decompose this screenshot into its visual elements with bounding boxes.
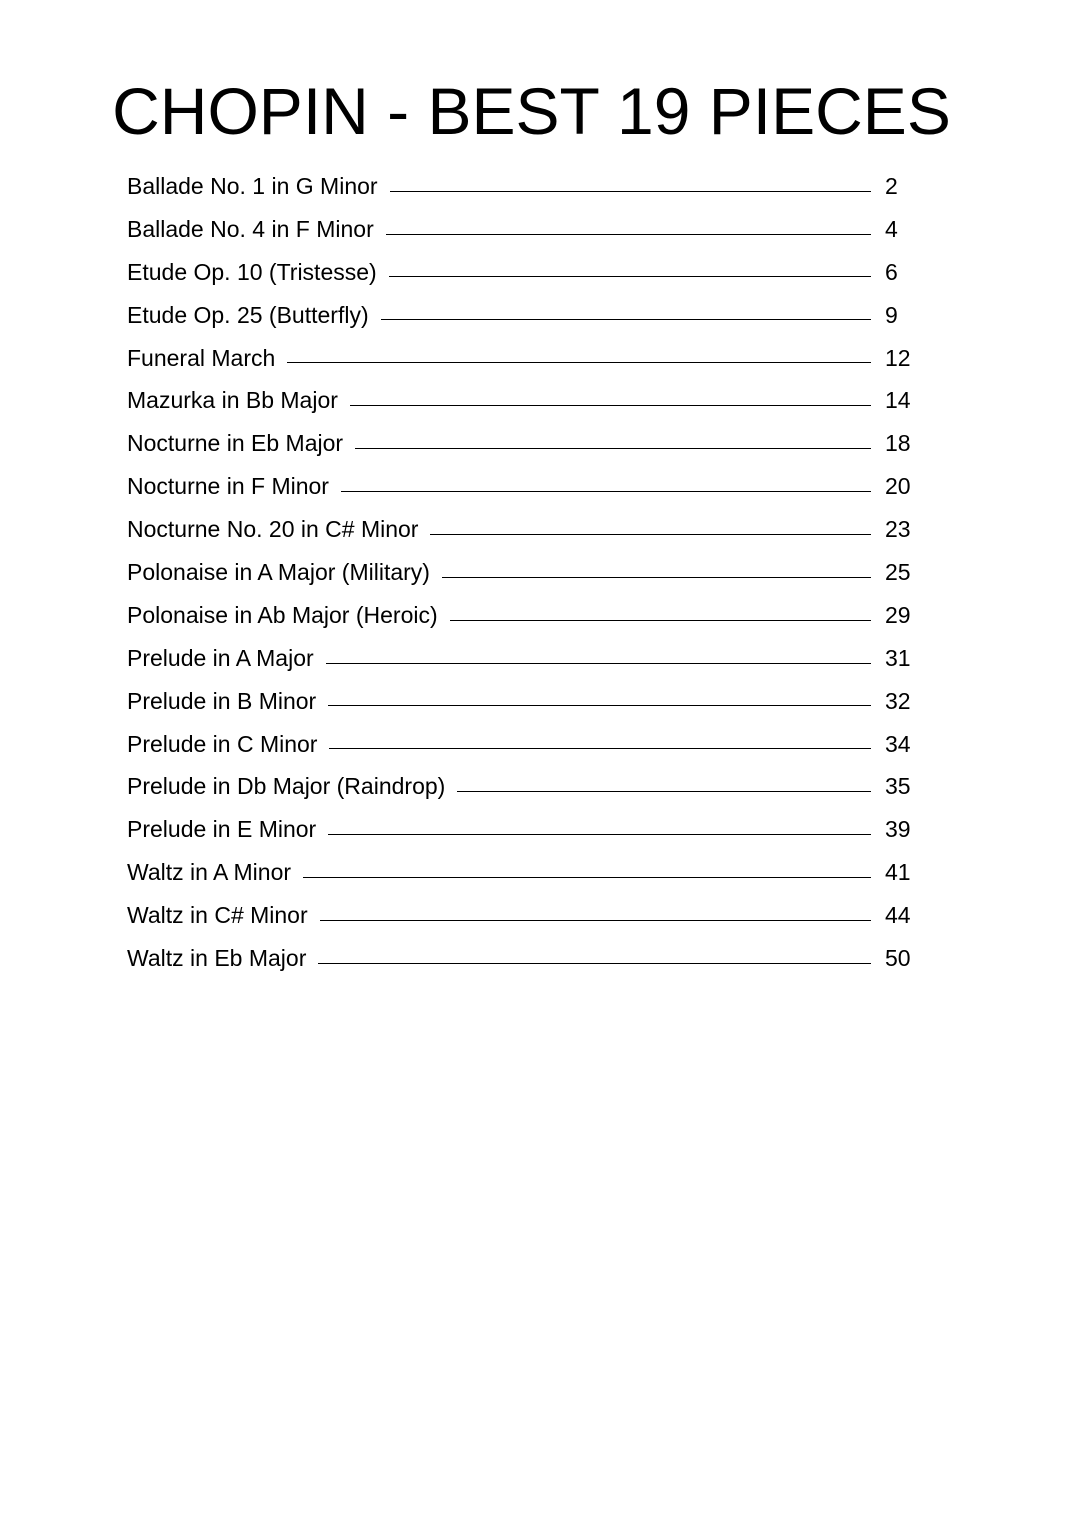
toc-entry[interactable] (127, 173, 913, 216)
toc-entry-page: 31 (885, 644, 911, 671)
toc-entry-title: Polonaise in Ab Major (Heroic) (127, 601, 438, 628)
toc-entry-page: 20 (885, 473, 911, 500)
toc-entry-title: Waltz in A Minor (127, 859, 292, 886)
toc-entry-page: 23 (885, 516, 911, 543)
toc-entry-page: 9 (885, 301, 898, 328)
toc-entry[interactable] (127, 302, 913, 345)
page-title: CHOPIN - BEST 19 PIECES (112, 74, 951, 148)
toc-entry-title: Prelude in A Major (127, 644, 314, 671)
toc-leader-line (381, 319, 871, 320)
toc-entry-title: Funeral March (127, 344, 276, 371)
toc-entry-page: 12 (885, 344, 911, 371)
toc-entry-title: Mazurka in Bb Major (127, 387, 338, 414)
toc-leader-line (326, 663, 871, 664)
toc-entry-page: 4 (885, 215, 898, 242)
toc-entry[interactable] (127, 473, 913, 516)
toc-entry-page: 50 (885, 945, 911, 972)
toc-entry[interactable] (127, 816, 913, 859)
toc-leader-line (318, 963, 871, 964)
toc-leader-line (328, 705, 871, 706)
toc-entry-page: 35 (885, 773, 911, 800)
toc-leader-line (442, 577, 871, 578)
toc-entry-title: Nocturne No. 20 in C# Minor (127, 516, 419, 543)
toc-entry[interactable] (127, 387, 913, 430)
toc-entry[interactable] (127, 859, 913, 902)
toc-entry-page: 18 (885, 430, 911, 457)
toc-entry-page: 14 (885, 387, 911, 414)
toc-entry[interactable] (127, 430, 913, 473)
toc-entry-page: 44 (885, 902, 911, 929)
toc-entry-title: Prelude in Db Major (Raindrop) (127, 773, 446, 800)
toc-entry[interactable] (127, 773, 913, 816)
toc-leader-line (389, 276, 871, 277)
toc-entry-page: 34 (885, 730, 911, 757)
toc-entry-title: Ballade No. 1 in G Minor (127, 173, 378, 199)
toc-entry-page: 32 (885, 687, 911, 714)
toc-entry-title: Nocturne in F Minor (127, 473, 329, 500)
toc-entry-title: Prelude in B Minor (127, 687, 317, 714)
toc-entry[interactable] (127, 602, 913, 645)
toc-leader-line (287, 362, 871, 363)
toc-entry-title: Polonaise in A Major (Military) (127, 559, 430, 586)
toc-leader-line (450, 620, 871, 621)
toc-entry[interactable] (127, 216, 913, 259)
toc-leader-line (390, 191, 871, 192)
toc-entry-title: Waltz in C# Minor (127, 902, 308, 929)
toc-entry[interactable] (127, 516, 913, 559)
toc-entry-page: 2 (885, 173, 898, 199)
toc-entry-title: Prelude in E Minor (127, 816, 317, 843)
toc-leader-line (355, 448, 871, 449)
toc-entry-page: 41 (885, 859, 911, 886)
toc-entry-title: Waltz in Eb Major (127, 945, 307, 972)
toc-entry[interactable] (127, 731, 913, 774)
toc-entry[interactable] (127, 902, 913, 945)
toc-entry[interactable] (127, 645, 913, 688)
toc-entry[interactable] (127, 688, 913, 731)
toc-entry-title: Etude Op. 10 (Tristesse) (127, 258, 377, 285)
toc-entry-title: Nocturne in Eb Major (127, 430, 344, 457)
toc-leader-line (328, 834, 871, 835)
toc-leader-line (350, 405, 871, 406)
toc-leader-line (320, 920, 871, 921)
toc-leader-line (430, 534, 871, 535)
toc-entry[interactable] (127, 945, 913, 988)
toc-entry[interactable] (127, 259, 913, 302)
toc-entry-title: Etude Op. 25 (Butterfly) (127, 301, 369, 328)
toc-entry-title: Ballade No. 4 in F Minor (127, 215, 374, 242)
toc-entry-page: 29 (885, 601, 911, 628)
toc-entry-page: 6 (885, 258, 898, 285)
table-of-contents (127, 173, 913, 988)
toc-leader-line (329, 748, 871, 749)
toc-leader-line (386, 234, 871, 235)
toc-entry[interactable] (127, 559, 913, 602)
toc-entry-page: 39 (885, 816, 911, 843)
toc-leader-line (457, 791, 871, 792)
toc-leader-line (341, 491, 871, 492)
toc-entry-page: 25 (885, 559, 911, 586)
toc-entry-title: Prelude in C Minor (127, 730, 318, 757)
toc-leader-line (303, 877, 871, 878)
toc-entry[interactable] (127, 345, 913, 388)
